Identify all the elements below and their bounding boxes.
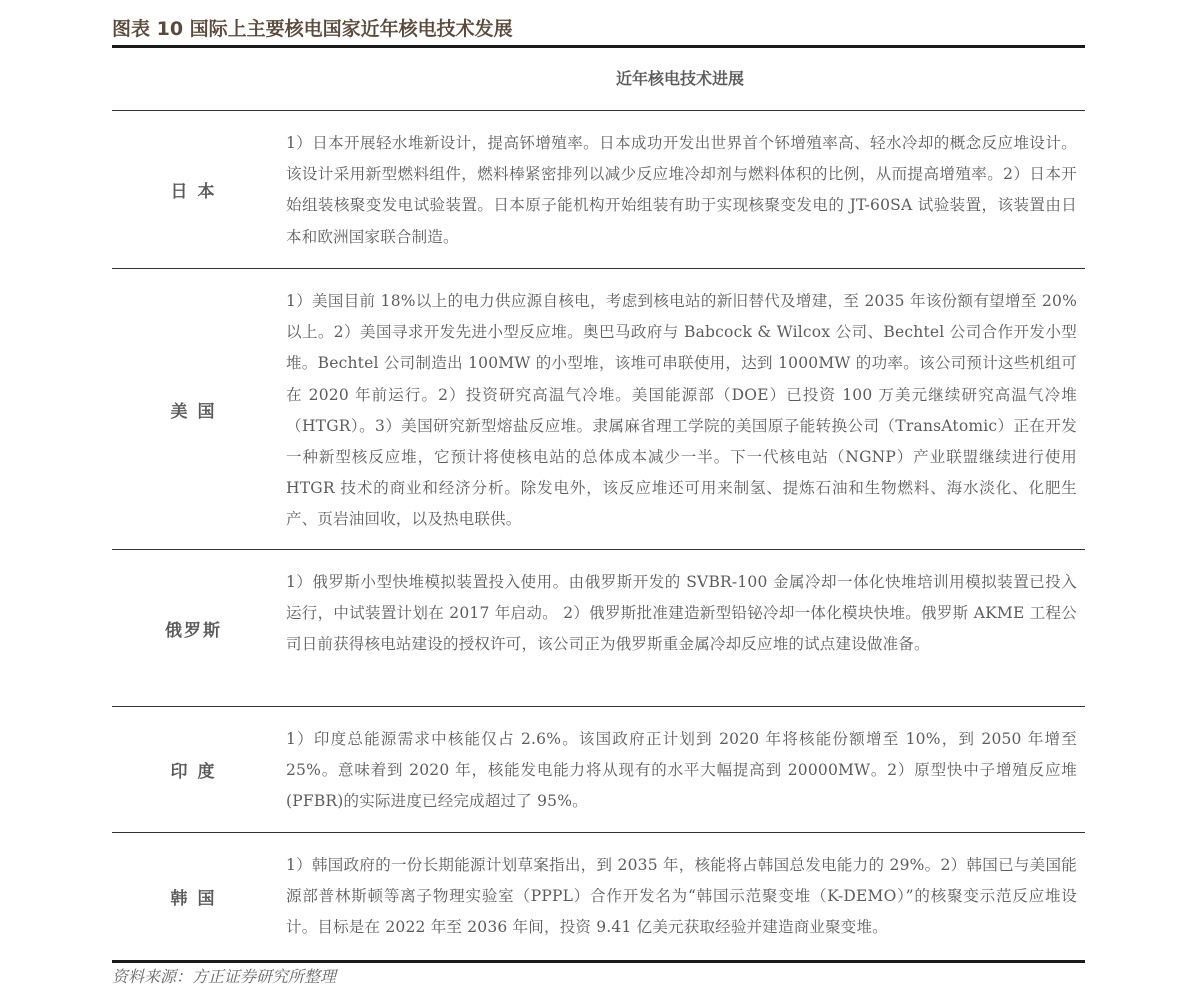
- table-row-korea: [112, 833, 1085, 963]
- figure-title: 图表 10 国际上主要核电国家近年核电技术发展: [112, 18, 513, 40]
- country-cell-india: 印 度: [170, 762, 217, 782]
- table-header-row: [112, 48, 1085, 111]
- source-note: 资料来源：方正证券研究所整理: [112, 967, 337, 986]
- country-cell-russia: 俄罗斯: [165, 620, 222, 641]
- country-cell-usa: 美 国: [170, 401, 217, 422]
- table-row-japan: [112, 111, 1085, 269]
- description-cell-korea: 1）韩国政府的一份长期能源计划草案指出，到 2035 年，核能将占韩国总发电能力的 29%。2）韩国已与美国能源部普林斯顿等离子物理实验室（PPPL）合作开发名为“韩国示范聚变堆（K-DEMO）”的核聚变示范反应堆设计。目标是在 2022 年至 2036 年间，投资 9.41 亿美元获取经验并建造商业聚变堆。: [286, 856, 1077, 937]
- table-row-usa: [112, 269, 1085, 550]
- country-cell-japan: 日 本: [170, 182, 217, 202]
- description-cell-india: 1）印度总能源需求中核能仅占 2.6%。该国政府正计划到 2020 年将核能份额增至 10%，到 2050 年增至 25%。意味着到 2020 年，核能发电能力将从现有的水平大幅提高到 20000MW。2）原型快中子增殖反应堆 (PFBR)的实际进度已经完成超过了 95%。: [286, 730, 1077, 811]
- description-cell-russia: 1）俄罗斯小型快堆模拟装置投入使用。由俄罗斯开发的 SVBR-100 金属冷却一体化快堆培训用模拟装置已投入运行，中试装置计划在 2017 年启动。 2）俄罗斯批准建造新型铅铋冷却一体化模块快堆。俄罗斯 AKME 工程公司日前获得核电站建设的授权许可，该公司正为俄罗斯重金属冷却反应堆的试点建设做准备。: [286, 573, 1077, 654]
- nuclear-tech-table: [112, 48, 1085, 963]
- description-cell-usa: 1）美国目前 18%以上的电力供应源自核电，考虑到核电站的新旧替代及增建，至 2035 年该份额有望增至 20%以上。2）美国寻求开发先进小型反应堆。奥巴马政府与 Babcock & Wilcox 公司、Bechtel 公司合作开发小型堆。Bechtel 公司制造出 100MW 的小型堆，该堆可串联使用，达到 1000MW 的功率。该公司预计这些机组可在 2020 年前运行。2）投资研究高温气冷堆。美国能源部（DOE）已投资 100 万美元继续研究高温气冷堆（HTGR）。3）美国研究新型熔盐反应堆。隶属麻省理工学院的美国原子能转换公司（TransAtomic）正在开发一种新型核反应堆，它预计将使核电站的总体成本减少一半。下一代核电站（NGNP）产业联盟继续进行使用 HTGR 技术的商业和经济分析。除发电外，该反应堆还可用来制氢、提炼石油和生物燃料、海水淡化、化肥生产、页岩油回收，以及热电联供。: [286, 292, 1077, 529]
- table-row-russia: [112, 550, 1085, 707]
- table-header-progress: 近年核电技术进展: [615, 69, 744, 88]
- table-row-india: [112, 707, 1085, 833]
- country-cell-korea: 韩 国: [170, 889, 217, 909]
- description-cell-japan: 1）日本开展轻水堆新设计，提高钚增殖率。日本成功开发出世界首个钚增殖率高、轻水冷却的概念反应堆设计。该设计采用新型燃料组件，燃料棒紧密排列以减少反应堆冷却剂与燃料体积的比例，从而提高增殖率。2）日本开始组装核聚变发电试验装置。日本原子能机构开始组装有助于实现核聚变发电的 JT-60SA 试验装置，该装置由日本和欧洲国家联合制造。: [286, 134, 1077, 246]
